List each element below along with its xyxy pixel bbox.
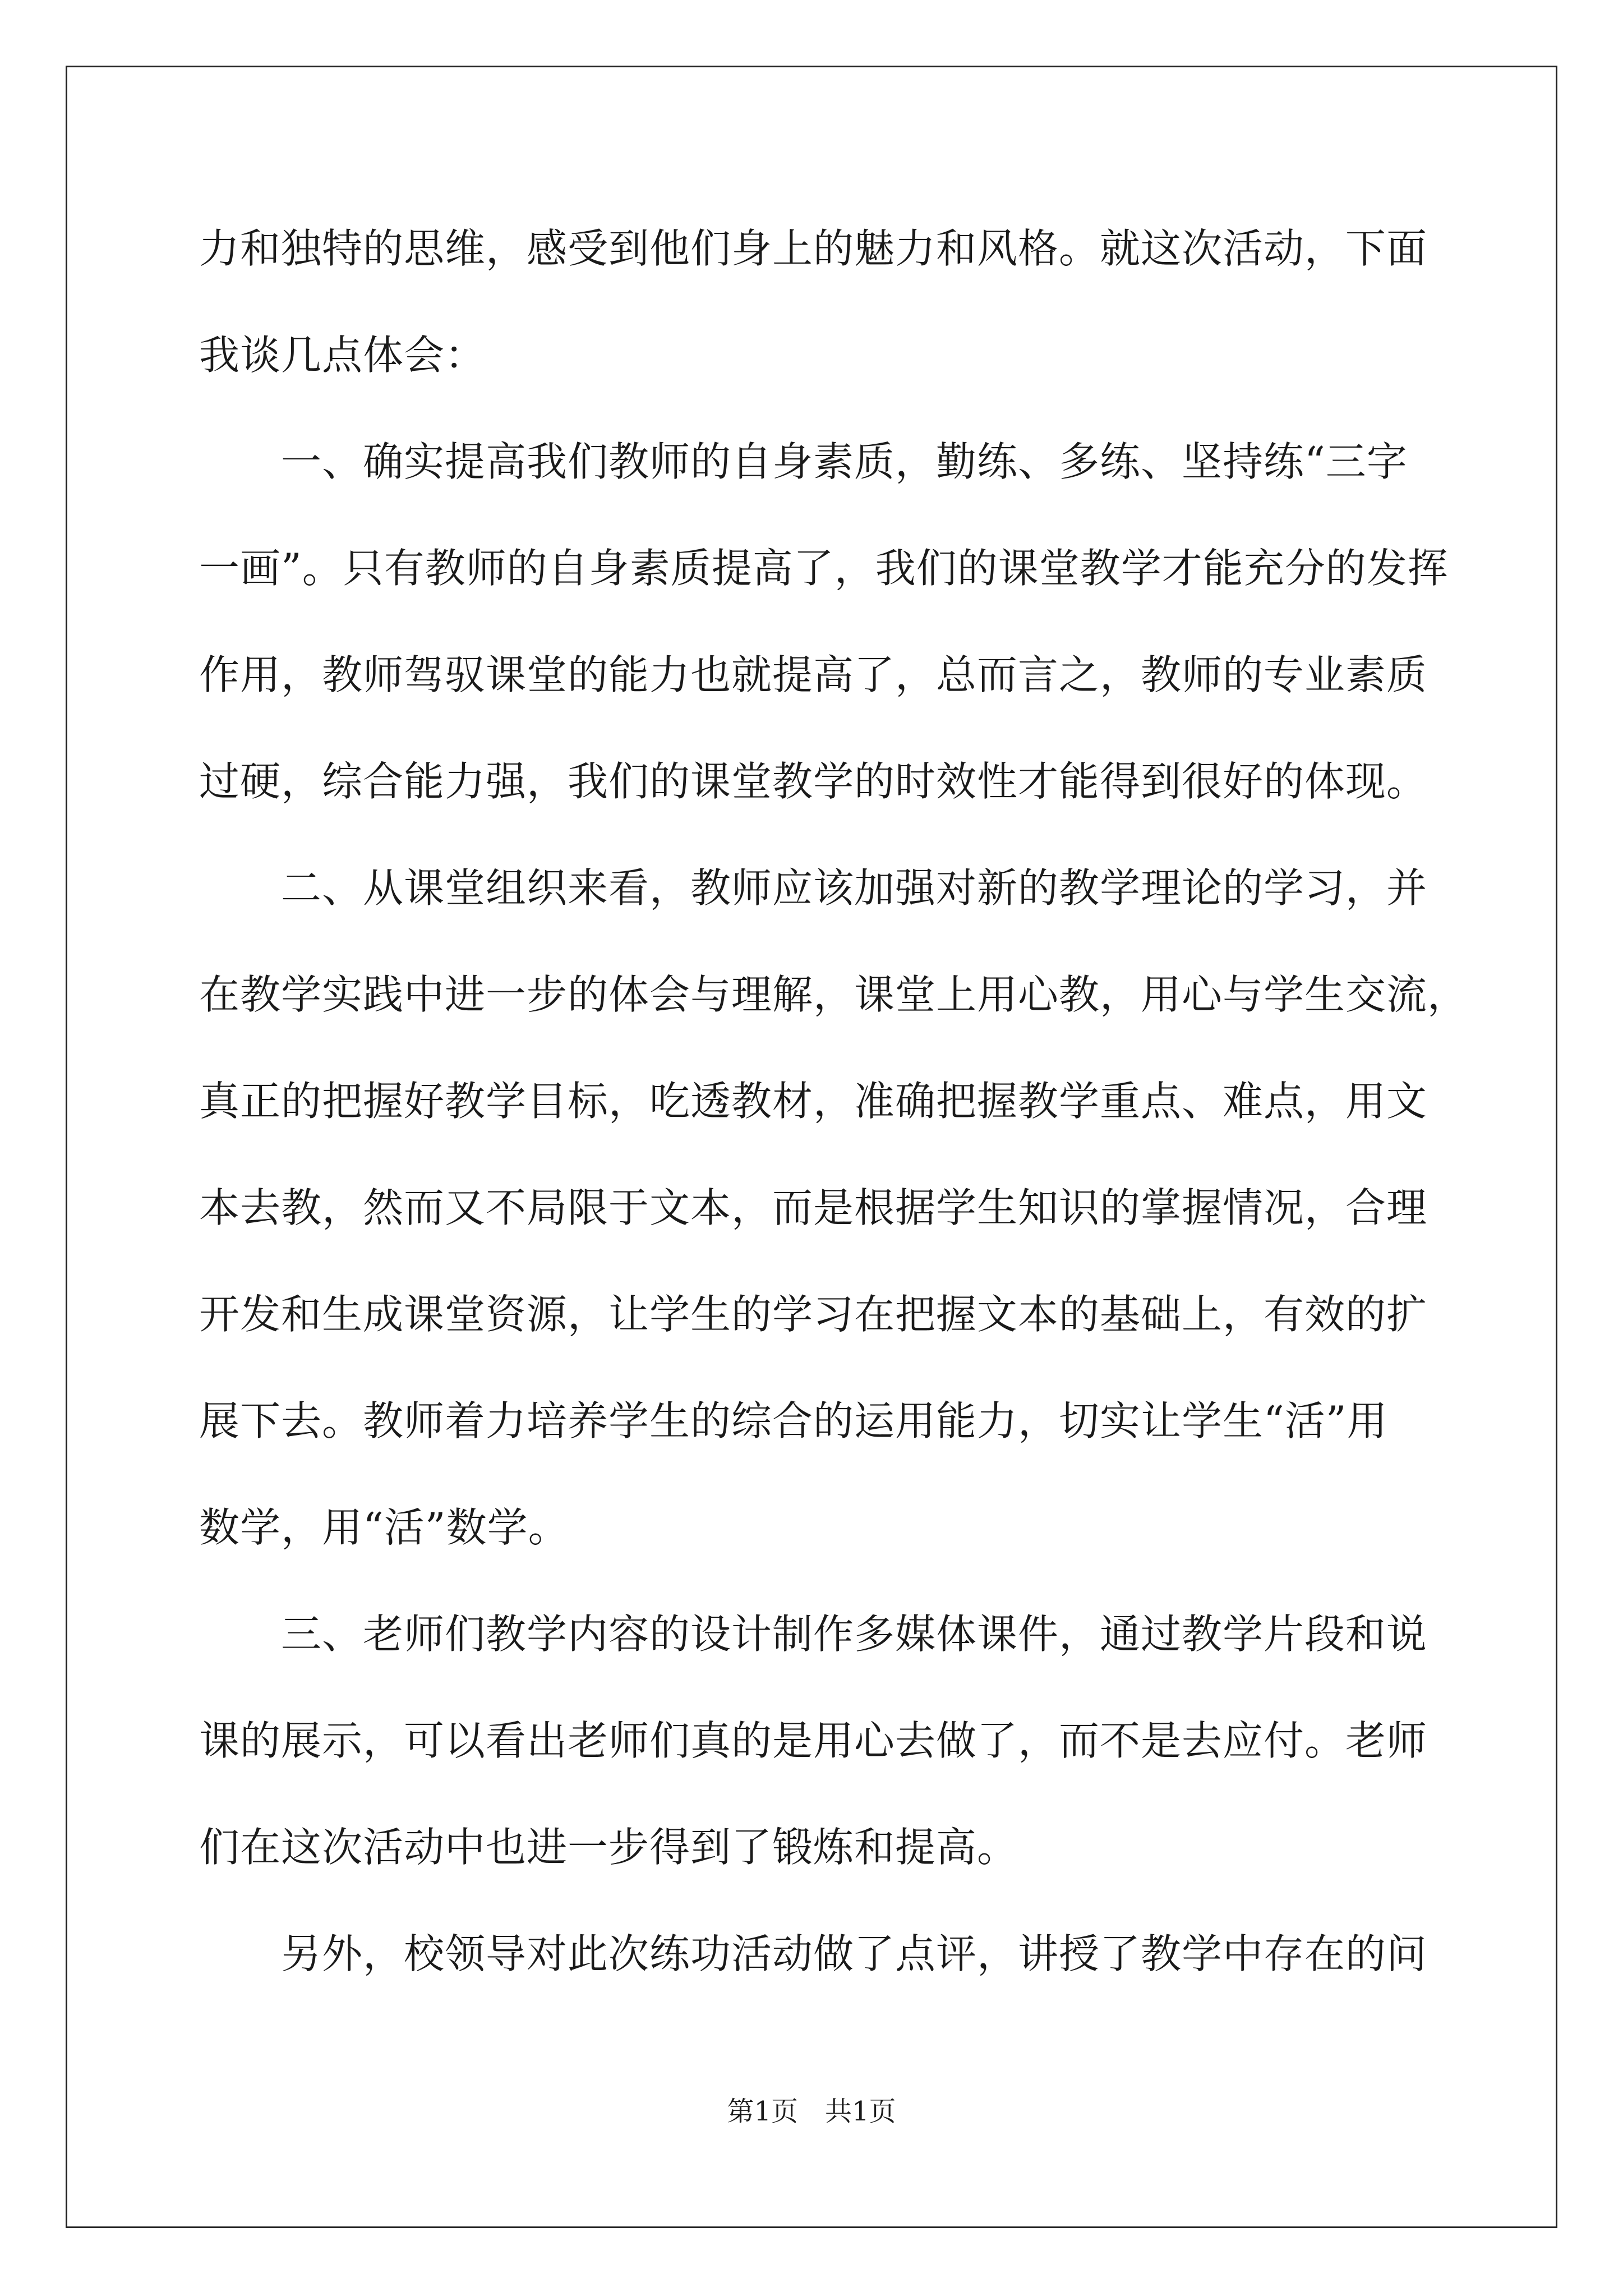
text-line: 作用，教师驾驭课堂的能力也就提高了，总而言之，教师的专业素质: [199, 651, 1428, 698]
text-line: 开发和生成课堂资源，让学生的学习在把握文本的基础上，有效的扩: [199, 1291, 1428, 1338]
text-line: 另外，校领导对此次练功活动做了点评，讲授了教学中存在的问: [199, 1930, 1428, 1977]
text-line: 真正的把握好教学目标，吃透教材，准确把握教学重点、难点，用文: [199, 1078, 1428, 1125]
text-line: 力和独特的思维，感受到他们身上的魅力和风格。就这次活动，下面: [199, 225, 1428, 272]
text-line: 课的展示，可以看出老师们真的是用心去做了，而不是去应付。老师: [199, 1717, 1428, 1764]
page-footer: 第1页 共1页: [727, 2096, 896, 2127]
text-line: 们在这次活动中也进一步得到了锻炼和提高。: [199, 1824, 1018, 1871]
text-line: 二、从课堂组织来看，教师应该加强对新的教学理论的学习，并: [199, 864, 1428, 912]
text-line: 一画”。只有教师的自身素质提高了，我们的课堂教学才能充分的发挥: [199, 545, 1449, 592]
page-border: [66, 66, 1557, 2228]
text-line: 在教学实践中进一步的体会与理解，课堂上用心教，用心与学生交流，: [199, 971, 1469, 1018]
text-line: 一、确实提高我们教师的自身素质，勤练、多练、坚持练“三字: [199, 438, 1408, 485]
text-line: 过硬，综合能力强，我们的课堂教学的时效性才能得到很好的体现。: [199, 758, 1428, 805]
text-line: 展下去。教师着力培养学生的综合的运用能力，切实让学生“活”用: [199, 1397, 1388, 1444]
text-line: 三、老师们教学内容的设计制作多媒体课件，通过教学片段和说: [199, 1611, 1428, 1658]
text-line: 我谈几点体会：: [199, 332, 486, 379]
text-line: 数学，用“活”数学。: [199, 1504, 569, 1551]
text-line: 本去教，然而又不局限于文本，而是根据学生知识的掌握情况，合理: [199, 1184, 1428, 1231]
